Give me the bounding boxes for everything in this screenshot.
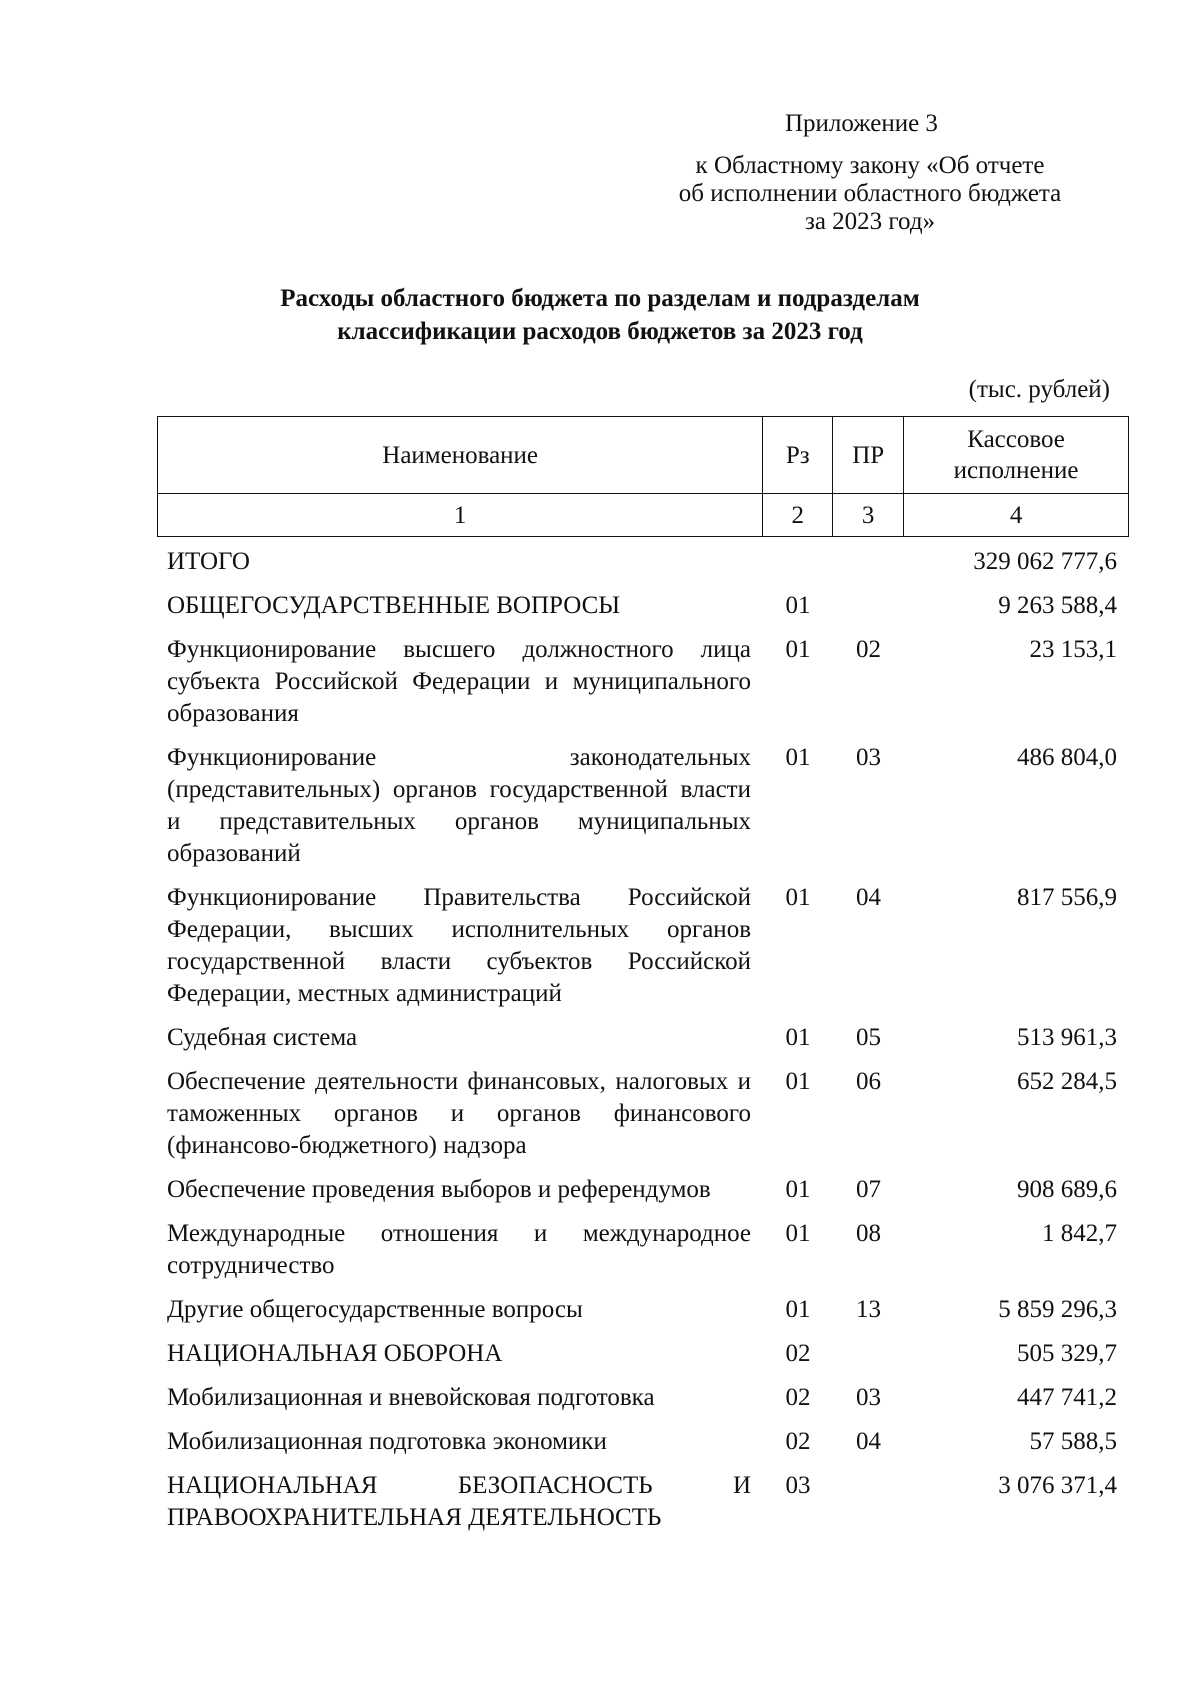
table-header: [157, 416, 1129, 537]
row-amount: 23 153,1: [1029, 636, 1117, 663]
row-rz: 01: [785, 744, 811, 771]
row-amount: 447 741,2: [1017, 1384, 1117, 1411]
row-pr: 03: [856, 1384, 881, 1411]
row-amount: 652 284,5: [1017, 1068, 1117, 1095]
table-row: [157, 1470, 1129, 1546]
table-row: [157, 882, 1129, 1022]
table-row: [157, 1218, 1129, 1294]
row-rz: [763, 546, 833, 590]
row-amount: 3 076 371,4: [998, 1472, 1117, 1499]
row-pr: 03: [856, 744, 881, 771]
expenditure-table: [157, 546, 1129, 1546]
row-rz: 01: [785, 592, 811, 619]
row-name: Функционирование высшего должностного лица субъекта Российской Федерации и муниципального образования: [167, 636, 751, 727]
row-rz: 02: [785, 1384, 811, 1411]
table-row: [157, 1066, 1129, 1174]
table-row: [157, 546, 1129, 590]
row-amount: 505 329,7: [1017, 1340, 1117, 1367]
table-row: [157, 742, 1129, 882]
row-rz: 01: [785, 884, 811, 911]
row-name: НАЦИОНАЛЬНАЯ ОБОРОНА: [167, 1340, 503, 1367]
row-amount: 908 689,6: [1017, 1176, 1117, 1203]
document-title: Расходы областного бюджета по разделам и подразделам классификации расходов бюджетов за 2023 год: [280, 285, 920, 345]
row-rz: 01: [785, 1068, 811, 1095]
row-amount: 57 588,5: [1029, 1428, 1117, 1455]
row-name: Международные отношения и международное сотрудничество: [167, 1220, 751, 1279]
row-name: Мобилизационная и вневойсковая подготовка: [167, 1384, 655, 1411]
table-row: [157, 1022, 1129, 1066]
table-row: [157, 1338, 1129, 1382]
row-rz: 01: [785, 1296, 811, 1323]
row-pr: 06: [856, 1068, 881, 1095]
row-rz: 01: [785, 1220, 811, 1247]
header-rz: Рз: [763, 417, 833, 494]
row-amount: 5 859 296,3: [998, 1296, 1117, 1323]
header-amount: Кассовое исполнение: [904, 417, 1129, 494]
row-name: Функционирование законодательных (представительных) органов государственной власти и представительных органов муниципальных образований: [167, 744, 751, 867]
table-row: [157, 1382, 1129, 1426]
row-rz: 01: [785, 636, 811, 663]
appendix-basis: к Областному закону «Об отчете об исполнении областного бюджета за 2023 год»: [678, 152, 1062, 235]
header-pr: ПР: [833, 417, 904, 494]
header-name: Наименование: [158, 417, 763, 494]
row-name: Функционирование Правительства Российской Федерации, высших исполнительных органов государственной власти субъектов Российской Федерации, местных администраций: [167, 884, 751, 1007]
row-pr: [833, 1338, 904, 1382]
row-amount: 329 062 777,6: [973, 548, 1117, 575]
row-pr: 05: [856, 1024, 881, 1051]
row-pr: 04: [856, 884, 881, 911]
column-number: 2: [763, 494, 833, 537]
row-rz: 01: [785, 1024, 811, 1051]
units-label: (тыс. рублей): [968, 376, 1110, 403]
row-pr: 13: [856, 1296, 881, 1323]
row-pr: [833, 1470, 904, 1546]
table-row: [157, 1294, 1129, 1338]
row-rz: 02: [785, 1340, 811, 1367]
row-pr: 04: [856, 1428, 881, 1455]
row-pr: 08: [856, 1220, 881, 1247]
table-row: [157, 1426, 1129, 1470]
row-pr: [833, 546, 904, 590]
row-name: НАЦИОНАЛЬНАЯ БЕЗОПАСНОСТЬ И ПРАВООХРАНИТЕЛЬНАЯ ДЕЯТЕЛЬНОСТЬ: [167, 1472, 751, 1531]
row-name: Судебная система: [167, 1024, 358, 1051]
row-amount: 486 804,0: [1017, 744, 1117, 771]
row-rz: 01: [785, 1176, 811, 1203]
column-number: 1: [158, 494, 763, 537]
row-name: Обеспечение проведения выборов и референдумов: [167, 1176, 711, 1203]
row-pr: [833, 590, 904, 634]
row-rz: 02: [785, 1428, 811, 1455]
row-amount: 9 263 588,4: [998, 592, 1117, 619]
row-amount: 513 961,3: [1017, 1024, 1117, 1051]
row-name: ИТОГО: [167, 548, 250, 575]
column-number: 4: [904, 494, 1129, 537]
row-name: Обеспечение деятельности финансовых, налоговых и таможенных органов и органов финансового (финансово-бюджетного) надзора: [167, 1068, 751, 1159]
row-amount: 817 556,9: [1017, 884, 1117, 911]
appendix-number: Приложение 3: [785, 110, 938, 137]
table-row: [157, 1174, 1129, 1218]
row-name: ОБЩЕГОСУДАРСТВЕННЫЕ ВОПРОСЫ: [167, 592, 621, 619]
row-pr: 07: [856, 1176, 881, 1203]
table-row: [157, 634, 1129, 742]
row-rz: 03: [785, 1472, 811, 1499]
row-name: Другие общегосударственные вопросы: [167, 1296, 583, 1323]
row-pr: 02: [856, 636, 881, 663]
row-amount: 1 842,7: [1042, 1220, 1117, 1247]
row-name: Мобилизационная подготовка экономики: [167, 1428, 607, 1455]
column-number: 3: [833, 494, 904, 537]
table-row: [157, 590, 1129, 634]
